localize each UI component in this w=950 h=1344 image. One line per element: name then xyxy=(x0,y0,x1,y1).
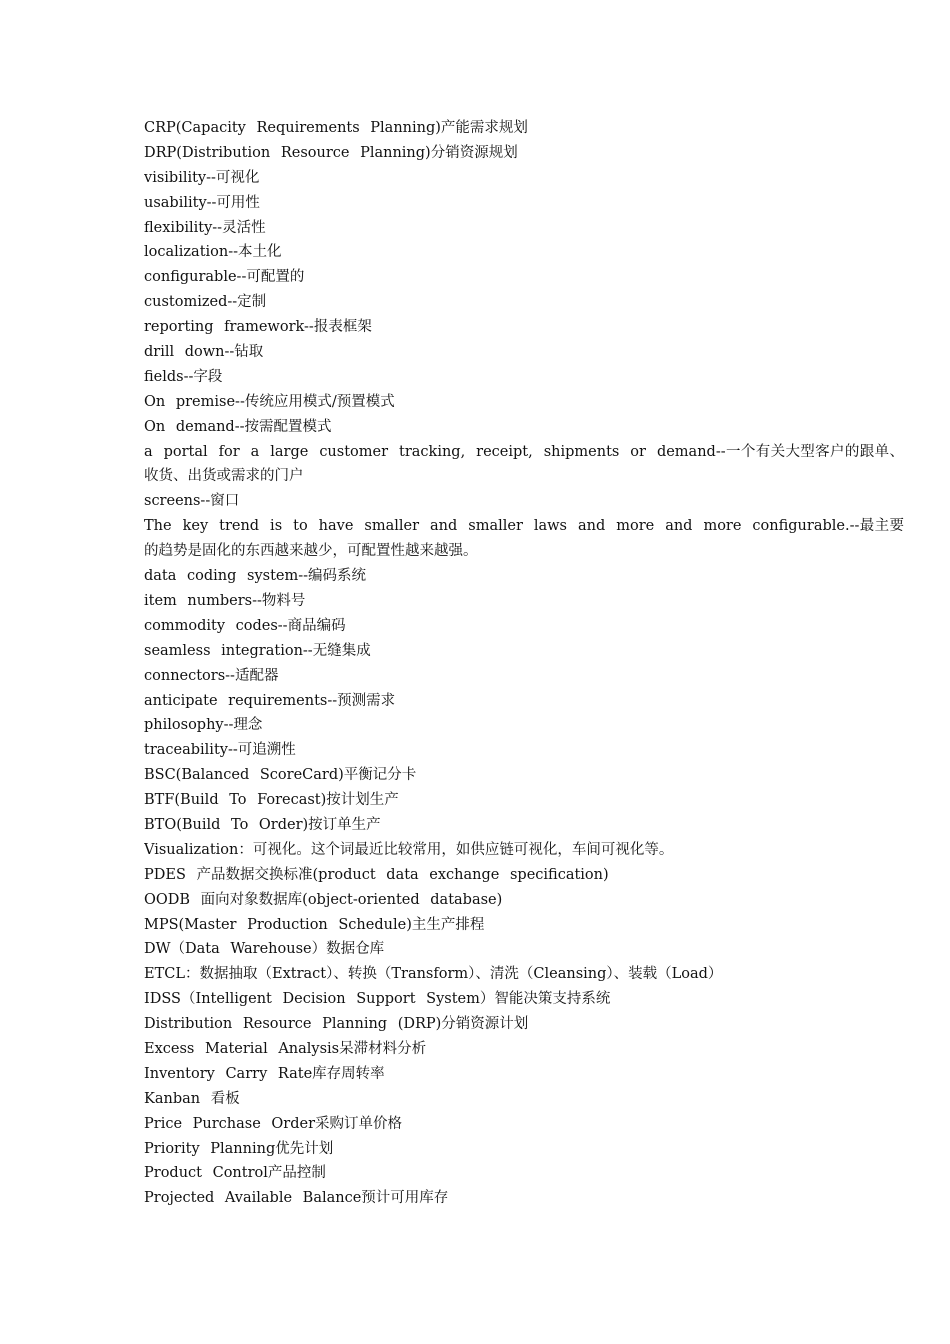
glossary-line: anticipate requirements--预测需求 xyxy=(144,692,396,709)
glossary-line: PDES 产品数据交换标准(product data exchange specification) xyxy=(144,866,609,883)
glossary-line: Inventory Carry Rate库存周转率 xyxy=(144,1065,385,1082)
glossary-line: DW（Data Warehouse）数据仓库 xyxy=(144,941,385,958)
glossary-line: traceability--可追溯性 xyxy=(144,742,296,759)
glossary-line: commodity codes--商品编码 xyxy=(144,617,346,634)
glossary-line: flexibility--灵活性 xyxy=(144,219,266,236)
glossary-line: a portal for a large customer tracking, receipt, shipments or demand--一个有关大型客户的跟单、收货、出货或需求的门户 xyxy=(144,443,904,485)
glossary-line: philosophy--理念 xyxy=(144,717,263,734)
glossary-line: The key trend is to have smaller and smaller laws and more and more configurable.--最主要的趋势是固化的东西越来越少，可配置性越来越强。 xyxy=(144,518,904,560)
glossary-line: DRP(Distribution Resource Planning)分销资源规划 xyxy=(144,144,518,161)
glossary-line: Projected Available Balance预计可用库存 xyxy=(144,1190,449,1207)
glossary-line: Visualization：可视化。这个词最近比较常用，如供应链可视化，车间可视化等。 xyxy=(144,841,674,858)
glossary-line: Price Purchase Order采购订单价格 xyxy=(144,1115,403,1132)
glossary-line: seamless integration--无缝集成 xyxy=(144,642,371,659)
glossary-line: IDSS（Intelligent Decision Support System）智能决策支持系统 xyxy=(144,991,611,1008)
glossary-line: Kanban 看板 xyxy=(144,1090,240,1107)
glossary-line: BTO(Build To Order)按订单生产 xyxy=(144,817,381,833)
glossary-line: BSC(Balanced ScoreCard)平衡记分卡 xyxy=(144,767,417,784)
glossary-line: localization--本土化 xyxy=(144,244,282,261)
glossary-line: configurable--可配置的 xyxy=(144,269,305,286)
glossary-line: usability--可用性 xyxy=(144,194,260,211)
glossary-line: On demand--按需配置模式 xyxy=(144,418,332,435)
glossary-line: OODB 面向对象数据库(object-oriented database) xyxy=(144,891,503,908)
glossary-line: Distribution Resource Planning (DRP)分销资源计划 xyxy=(144,1016,529,1033)
glossary-line: Product Control产品控制 xyxy=(144,1165,326,1182)
glossary-line: Excess Material Analysis呆滞材料分析 xyxy=(144,1041,427,1058)
glossary-line: reporting framework--报表框架 xyxy=(144,319,372,336)
glossary-line: item numbers--物料号 xyxy=(144,592,306,609)
glossary-line: connectors--适配器 xyxy=(144,667,279,684)
glossary-line: customized--定制 xyxy=(144,294,267,311)
glossary-line: screens--窗口 xyxy=(144,493,240,510)
glossary-line: MPS(Master Production Schedule)主生产排程 xyxy=(144,916,485,933)
glossary-list xyxy=(144,116,904,1211)
glossary-line: data coding system--编码系统 xyxy=(144,568,367,585)
glossary-line: CRP(Capacity Requirements Planning)产能需求规划 xyxy=(144,120,528,136)
glossary-line: visibility--可视化 xyxy=(144,169,260,186)
glossary-line: BTF(Build To Forecast)按计划生产 xyxy=(144,792,399,809)
glossary-line: ETCL：数据抽取（Extract）、转换（Transform）、清洗（Cleansing）、装载（Load） xyxy=(144,966,723,983)
glossary-line: fields--字段 xyxy=(144,368,223,385)
glossary-line: On premise--传统应用模式/预置模式 xyxy=(144,393,395,410)
glossary-line: drill down--钻取 xyxy=(144,344,264,361)
glossary-line: Priority Planning优先计划 xyxy=(144,1140,334,1157)
